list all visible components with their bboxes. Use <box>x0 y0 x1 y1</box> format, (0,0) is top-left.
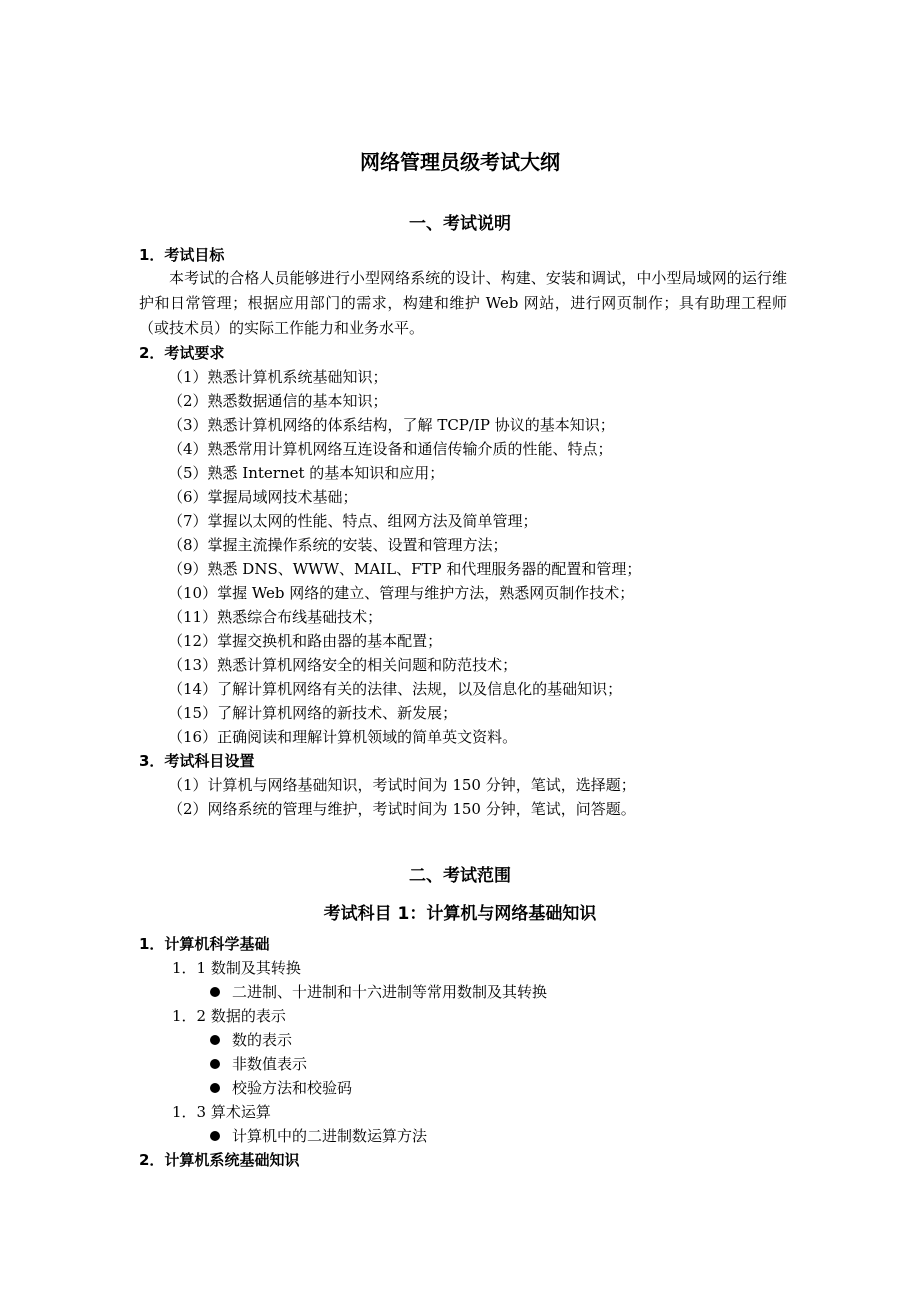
bullet-item <box>210 1078 352 1098</box>
heading-exam-subjects: 3．考试科目设置 <box>139 752 255 770</box>
requirement-item: （13）熟悉计算机网络安全的相关问题和防范技术； <box>168 656 518 674</box>
topic-heading-cs-basics: 1．计算机科学基础 <box>139 935 270 953</box>
bullet-icon <box>210 987 220 997</box>
requirement-item: （11）熟悉综合布线基础技术； <box>168 608 383 626</box>
bullet-icon <box>210 1035 220 1045</box>
bullet-text: 校验方法和校验码 <box>232 1079 353 1097</box>
subtopic-label: 1．2 数据的表示 <box>172 1007 286 1025</box>
bullet-text: 非数值表示 <box>232 1055 308 1073</box>
bullet-icon <box>210 1131 220 1141</box>
bullet-icon <box>210 1083 220 1093</box>
section-heading-exam-scope: 二、考试范围 <box>409 866 511 886</box>
bullet-icon <box>210 1059 220 1069</box>
requirement-item: （12）掌握交换机和路由器的基本配置； <box>168 632 443 650</box>
requirement-item: （2）熟悉数据通信的基本知识； <box>168 392 388 410</box>
requirement-item: （3）熟悉计算机网络的体系结构，了解 TCP/IP 协议的基本知识； <box>168 416 615 434</box>
subtopic-label: 1．3 算术运算 <box>172 1103 271 1121</box>
bullet-text: 计算机中的二进制数运算方法 <box>232 1127 428 1145</box>
requirement-item: （5）熟悉 Internet 的基本知识和应用； <box>168 464 445 482</box>
bullet-item <box>210 1126 427 1146</box>
subject-item: （2）网络系统的管理与维护，考试时间为 150 分钟，笔试，问答题。 <box>168 800 636 818</box>
requirement-item: （8）掌握主流操作系统的安装、设置和管理方法； <box>168 536 508 554</box>
section-heading-exam-description: 一、考试说明 <box>409 214 511 234</box>
requirement-item: （1）熟悉计算机系统基础知识； <box>168 368 388 386</box>
bullet-text: 数的表示 <box>232 1031 293 1049</box>
subject-item: （1）计算机与网络基础知识，考试时间为 150 分钟，笔试，选择题； <box>168 776 636 794</box>
requirement-item: （7）掌握以太网的性能、特点、组网方法及简单管理； <box>168 512 538 530</box>
bullet-item <box>210 1030 292 1050</box>
heading-exam-goal: 1．考试目标 <box>139 246 225 264</box>
bullet-item <box>210 982 547 1002</box>
heading-exam-requirements: 2．考试要求 <box>139 344 225 362</box>
subject-title: 考试科目 1：计算机与网络基础知识 <box>323 904 597 924</box>
exam-goal-paragraph: 本考试的合格人员能够进行小型网络系统的设计、构建、安装和调试，中小型局域网的运行维护和日常管理；根据应用部门的需求，构建和维护 Web 网站，进行网页制作；具有助理工程师（或技术员）的实际工作能力和业务水平。 <box>139 269 787 337</box>
requirement-item: （4）熟悉常用计算机网络互连设备和通信传输介质的性能、特点； <box>168 440 613 458</box>
subtopic-label: 1．1 数制及其转换 <box>172 959 301 977</box>
bullet-text: 二进制、十进制和十六进制等常用数制及其转换 <box>232 983 548 1001</box>
topic-heading-system-basics: 2．计算机系统基础知识 <box>139 1151 300 1169</box>
requirement-item: （9）熟悉 DNS、WWW、MAIL、FTP 和代理服务器的配置和管理； <box>168 560 642 578</box>
requirement-item: （6）掌握局域网技术基础； <box>168 488 358 506</box>
requirement-item: （15）了解计算机网络的新技术、新发展； <box>168 704 458 722</box>
requirement-item: （10）掌握 Web 网络的建立、管理与维护方法，熟悉网页制作技术； <box>168 584 635 602</box>
document-title: 网络管理员级考试大纲 <box>360 150 560 174</box>
bullet-item <box>210 1054 307 1074</box>
requirement-item: （14）了解计算机网络有关的法律、法规，以及信息化的基础知识； <box>168 680 623 698</box>
requirement-item: （16）正确阅读和理解计算机领域的简单英文资料。 <box>168 728 518 746</box>
